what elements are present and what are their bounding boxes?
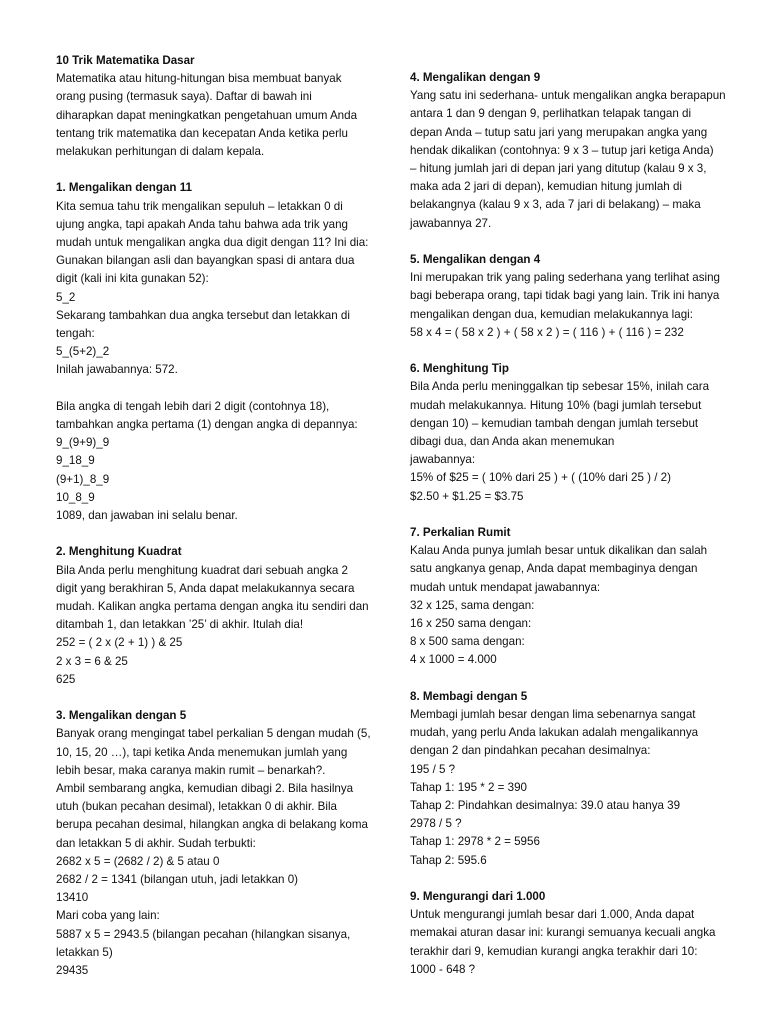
text-line: mudah untuk mengalikan angka dua digit dengan 11? Ini dia: <box>56 236 369 250</box>
text-line: Banyak orang mengingat tabel perkalian 5 dengan mudah (5, <box>56 727 371 741</box>
text-line: belakangnya (kalau 9 x 3, ada 7 jari di belakang) – maka <box>410 198 701 212</box>
text-line: hendak dikalikan (contohnya: 9 x 3 – tutup jari ketiga Anda) <box>410 143 714 157</box>
text-line: antara 1 dan 9 dengan 9, perlihatkan telapak tangan di <box>410 107 692 121</box>
text-line: Bila Anda perlu menghitung kuadrat dari sebuah angka 2 <box>56 563 348 577</box>
text-line: mudah untuk mendapat jawabannya: <box>410 580 601 594</box>
text-line: Bila angka di tengah lebih dari 2 digit (contohnya 18), <box>56 399 330 413</box>
right-column <box>410 0 728 979</box>
text-line: 2 x 3 = 6 & 25 <box>56 654 128 668</box>
text-line: 2682 / 2 = 1341 (bilangan utuh, jadi letakkan 0) <box>56 873 299 887</box>
section-heading: 5. Mengalikan dengan 4 <box>410 253 541 267</box>
text-line: Bila Anda perlu meninggalkan tip sebesar 15%, inilah cara <box>410 380 710 394</box>
text-line: Tahap 2: 595.6 <box>410 853 487 867</box>
paragraph-gap <box>410 870 728 888</box>
text-line: depan Anda – tutup satu jari yang merupakan angka yang <box>410 125 708 139</box>
text-line: 2682 x 5 = (2682 / 2) & 5 atau 0 <box>56 854 220 868</box>
section-heading: 1. Mengalikan dengan 11 <box>56 181 192 195</box>
text-line: 252 = ( 2 x (2 + 1) ) & 25 <box>56 636 183 650</box>
text-line: 9_(9+9)_9 <box>56 436 110 450</box>
text-line: 1000 - 648 ? <box>410 962 476 976</box>
paragraph-gap <box>410 670 728 688</box>
text-line: dengan 10) – kemudian tambah dengan jumlah tersebut <box>410 416 699 430</box>
text-line: bagi beberapa orang, tapi tidak bagi yang lain. Trik ini hanya <box>410 289 720 303</box>
text-line: Untuk mengurangi jumlah besar dari 1.000, Anda dapat <box>410 908 695 922</box>
text-line: Ini merupakan trik yang paling sederhana yang terlihat asing <box>410 271 721 285</box>
text-line: lebih besar, maka caranya makin rumit – benarkah?. <box>56 763 326 777</box>
text-line: ditambah 1, dan letakkan ’25’ di akhir. Itulah dia! <box>56 618 304 632</box>
text-line: utuh (bukan pecahan desimal), letakkan 0 di akhir. Bila <box>56 800 337 814</box>
text-line: Kalau Anda punya jumlah besar untuk dikalikan dan salah <box>410 544 708 558</box>
text-line: Sekarang tambahkan dua angka tersebut dan letakkan di <box>56 308 350 322</box>
text-line: Membagi jumlah besar dengan lima sebenarnya sangat <box>410 708 696 722</box>
text-line: – hitung jumlah jari di depan jari yang ditutup (kalau 9 x 3, <box>410 162 707 176</box>
text-line: 5887 x 5 = 2943.5 (bilangan pecahan (hilangkan sisanya, <box>56 927 351 941</box>
section-heading: 4. Mengalikan dengan 9 <box>410 71 541 84</box>
text-line: tambahkan angka pertama (1) dengan angka di depannya: <box>56 418 358 432</box>
text-line: 195 / 5 ? <box>410 762 456 776</box>
section-heading: 9. Mengurangi dari 1.000 <box>410 890 546 904</box>
text-line: 625 <box>56 672 76 686</box>
text-line: digit yang berakhiran 5, Anda dapat melakukannya secara <box>56 581 355 595</box>
text-line: Inilah jawabannya: 572. <box>56 363 178 377</box>
text-line: Kita semua tahu trik mengalikan sepuluh – letakkan 0 di <box>56 199 343 213</box>
text-line: 10_8_9 <box>56 490 95 504</box>
text-line: digit (kali ini kita gunakan 52): <box>56 272 209 286</box>
section-heading: 8. Membagi dengan 5 <box>410 689 528 703</box>
text-line: Tahap 1: 2978 * 2 = 5956 <box>410 835 540 849</box>
text-line: Tahap 1: 195 * 2 = 390 <box>410 780 528 794</box>
text-line: jawabannya: <box>410 453 476 467</box>
paragraph-gap <box>56 689 374 707</box>
text-line: letakkan 5) <box>56 945 113 959</box>
text-line: 2978 / 5 ? <box>410 817 462 831</box>
section-heading: 3. Mengalikan dengan 5 <box>56 709 187 723</box>
text-line: mengalikan dengan dua, kemudian melakukannya lagi: <box>410 307 693 321</box>
text-line: 32 x 125, sama dengan: <box>410 598 535 612</box>
text-line: 4 x 1000 = 4.000 <box>410 653 497 667</box>
text-line: dibagi dua, dan Anda akan menemukan <box>410 435 615 449</box>
text-line: Matematika atau hitung-hitungan bisa membuat banyak <box>56 72 342 86</box>
text-line: terakhir dari 9, kemudian kurangi angka terakhir dari 10: <box>410 944 698 958</box>
text-line: jawabannya 27. <box>410 216 492 230</box>
text-line: Tahap 2: Pindahkan desimalnya: 39.0 atau hanya 39 <box>410 799 681 813</box>
text-line: 1089, dan jawaban ini selalu benar. <box>56 509 238 523</box>
text-line: 13410 <box>56 891 89 905</box>
text-line: melakukan perhitungan di dalam kepala. <box>56 145 265 159</box>
paragraph-gap <box>410 506 728 524</box>
text-line: 10, 15, 20 …), tapi ketika Anda menemukan jumlah yang <box>56 745 348 759</box>
text-line: Gunakan bilangan asli dan bayangkan spasi di antara dua <box>56 254 355 268</box>
text-line: memakai aturan dasar ini: kurangi semuanya kecuali angka <box>410 926 716 940</box>
left-column <box>56 0 374 980</box>
text-line: Mari coba yang lain: <box>56 909 160 923</box>
text-line: tentang trik matematika dan kecepatan Anda ketika perlu <box>56 126 348 140</box>
section-heading: 6. Menghitung Tip <box>410 362 509 376</box>
text-line: mudah. Kalikan angka pertama dengan angka itu sendiri dan <box>56 600 369 614</box>
text-line: Yang satu ini sederhana- untuk mengalikan angka berapapun <box>410 89 726 103</box>
text-line: mudah, yang perlu Anda lakukan adalah mengalikannya <box>410 726 699 740</box>
text-line: dengan 2 dan pindahkan pecahan desimalnya: <box>410 744 651 758</box>
text-line: tengah: <box>56 327 95 341</box>
paragraph-gap <box>56 161 374 179</box>
text-line: $2.50 + $1.25 = $3.75 <box>410 489 524 503</box>
text-line: 15% of $25 = ( 10% dari 25 ) + ( (10% dari 25 ) / 2) <box>410 471 671 485</box>
text-line: 29435 <box>56 964 89 978</box>
text-line: (9+1)_8_9 <box>56 472 110 486</box>
text-line: 5_2 <box>56 290 76 304</box>
text-line: ujung angka, tapi apakah Anda tahu bahwa ada trik yang <box>56 217 349 231</box>
text-line: 5_(5+2)_2 <box>56 345 110 359</box>
section-heading: 2. Menghitung Kuadrat <box>56 545 182 559</box>
text-line: berupa pecahan desimal, hilangkan angka di belakang koma <box>56 818 368 832</box>
text-line: 16 x 250 sama dengan: <box>410 617 532 631</box>
text-line: 58 x 4 = ( 58 x 2 ) + ( 58 x 2 ) = ( 116 ) + ( 116 ) = 232 <box>410 325 684 339</box>
paragraph-gap <box>410 233 728 251</box>
text-line: orang pusing (termasuk saya). Daftar di bawah ini <box>56 90 312 104</box>
text-line: 8 x 500 sama dengan: <box>410 635 525 649</box>
text-line: maka ada 2 jari di depan), kemudian hitung jumlah di <box>410 180 682 194</box>
paragraph-gap <box>56 380 374 398</box>
text-line: Ambil sembarang angka, kemudian dibagi 2. Bila hasilnya <box>56 782 354 796</box>
text-line: mudah melakukannya. Hitung 10% (bagi jumlah tersebut <box>410 398 702 412</box>
text-line: 9_18_9 <box>56 454 95 468</box>
section-heading: 10 Trik Matematika Dasar <box>56 54 195 67</box>
paragraph-gap <box>410 342 728 360</box>
paragraph-gap <box>56 525 374 543</box>
text-line: satu angkanya genap, Anda dapat membaginya dengan <box>410 562 698 576</box>
text-line: diharapkan dapat meningkatkan pengetahuan umum Anda <box>56 108 358 122</box>
section-heading: 7. Perkalian Rumit <box>410 526 511 540</box>
text-line: dan letakkan 5 di akhir. Sudah terbukti: <box>56 836 256 850</box>
